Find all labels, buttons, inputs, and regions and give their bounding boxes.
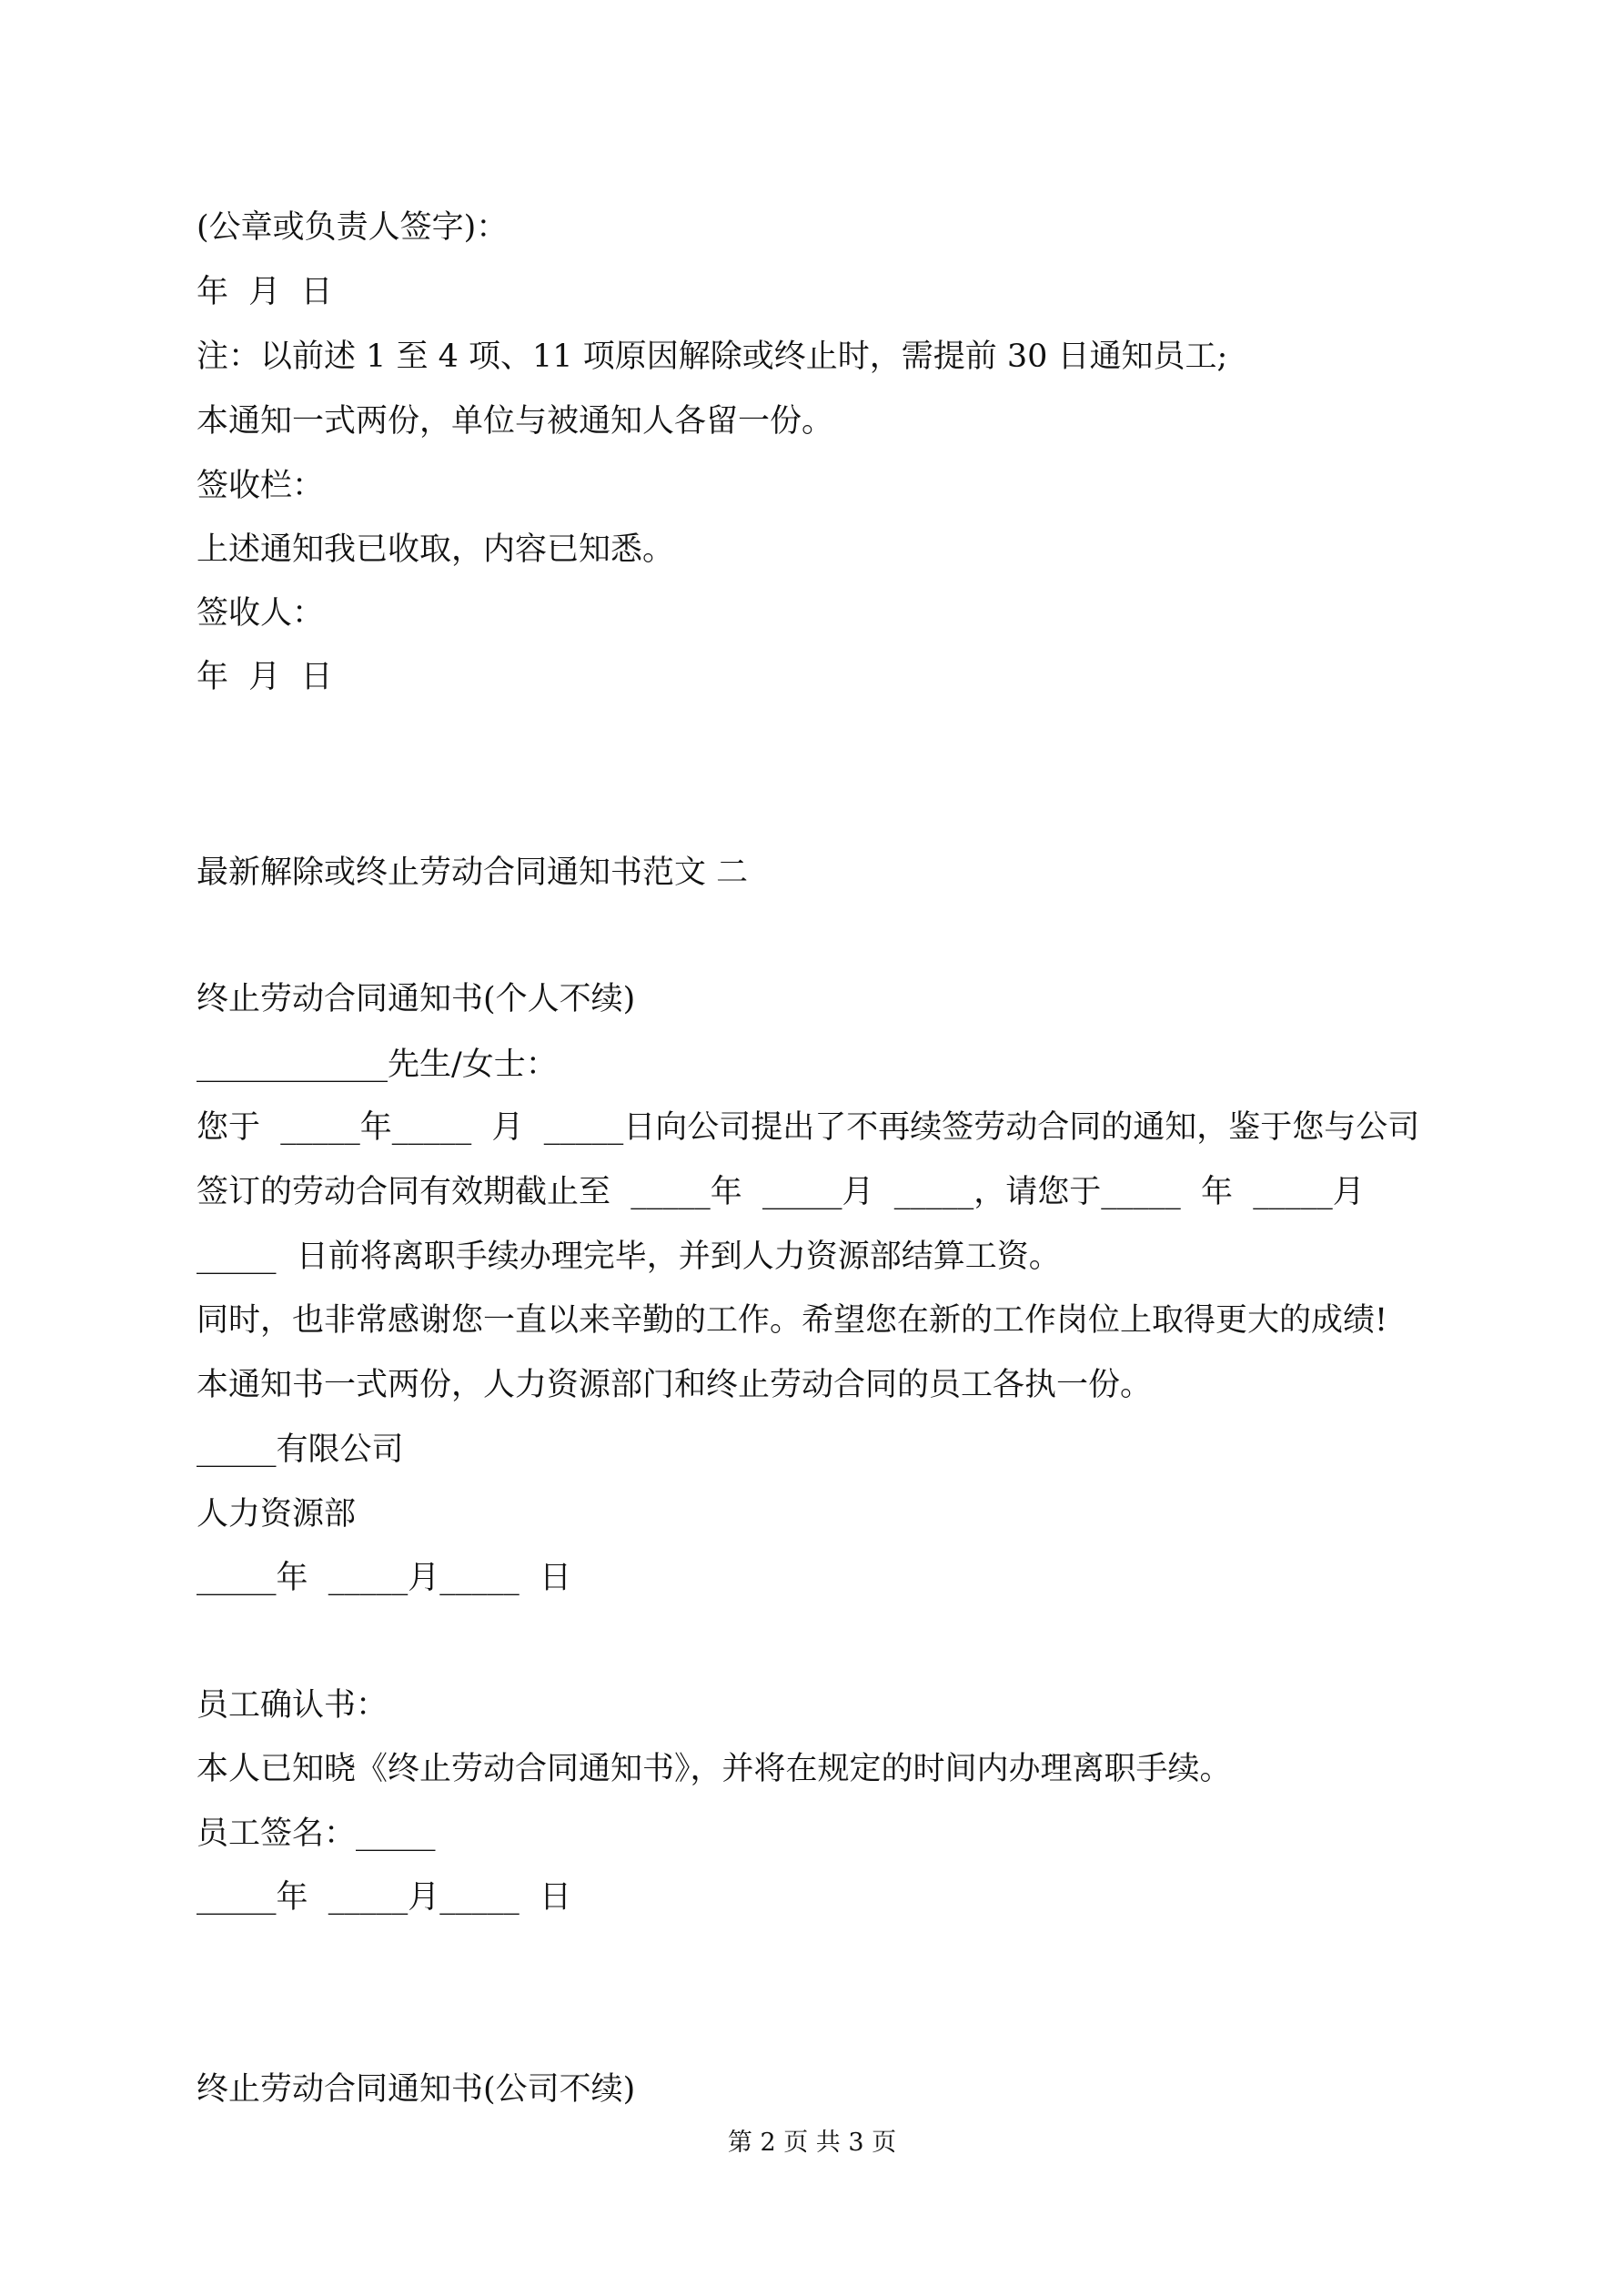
body-line-1: 您于 _____年_____ 月 _____日向公司提出了不再续签劳动合同的通知，鉴于您与公司 xyxy=(197,1109,1420,1146)
notice-date-line: _____年 _____月_____ 日 xyxy=(197,1560,572,1596)
company-line: _____有限公司 xyxy=(197,1431,404,1468)
notice-copies-line: 本通知书一式两份，人力资源部门和终止劳动合同的员工各执一份。 xyxy=(197,1367,1153,1403)
confirmation-text: 本人已知晓《终止劳动合同通知书》，并将在规定的时间内办理离职手续。 xyxy=(197,1751,1232,1787)
section-title: 最新解除或终止劳动合同通知书范文 二 xyxy=(197,855,749,891)
seal-signature-line: (公章或负责人签字)： xyxy=(197,209,509,246)
confirmation-title: 员工确认书： xyxy=(197,1687,388,1724)
notice-company-title: 终止劳动合同通知书(公司不续) xyxy=(197,2071,636,2108)
notice-personal-title: 终止劳动合同通知书(个人不续) xyxy=(197,981,636,1017)
confirmation-date-line: _____年 _____月_____ 日 xyxy=(197,1879,572,1916)
body-line-3: _____ 日前将离职手续办理完毕，并到人力资源部结算工资。 xyxy=(197,1239,1061,1275)
department-line: 人力资源部 xyxy=(197,1496,357,1532)
receipt-text: 上述通知我已收取，内容已知悉。 xyxy=(197,531,675,568)
employee-signature-line: 员工签名：_____ xyxy=(197,1816,436,1852)
receipt-title: 签收栏： xyxy=(197,468,325,504)
date-line-2: 年 月 日 xyxy=(197,659,333,695)
copies-line: 本通知一式两份，单位与被通知人各留一份。 xyxy=(197,403,834,440)
thanks-line: 同时，也非常感谢您一直以来辛勤的工作。希望您在新的工作岗位上取得更大的成绩! xyxy=(197,1302,1388,1339)
body-line-2: 签订的劳动合同有效期截止至 _____年 _____月 _____，请您于_____ 年 _____月 xyxy=(197,1174,1365,1210)
date-line-1: 年 月 日 xyxy=(197,274,333,310)
receiver-line: 签收人： xyxy=(197,595,325,632)
note-line: 注：以前述 1 至 4 项、11 项原因解除或终止时，需提前 30 日通知员工; xyxy=(197,339,1228,375)
page-number: 第 2 页 共 3 页 xyxy=(727,2129,897,2157)
salutation-line: ____________先生/女士： xyxy=(197,1047,558,1083)
